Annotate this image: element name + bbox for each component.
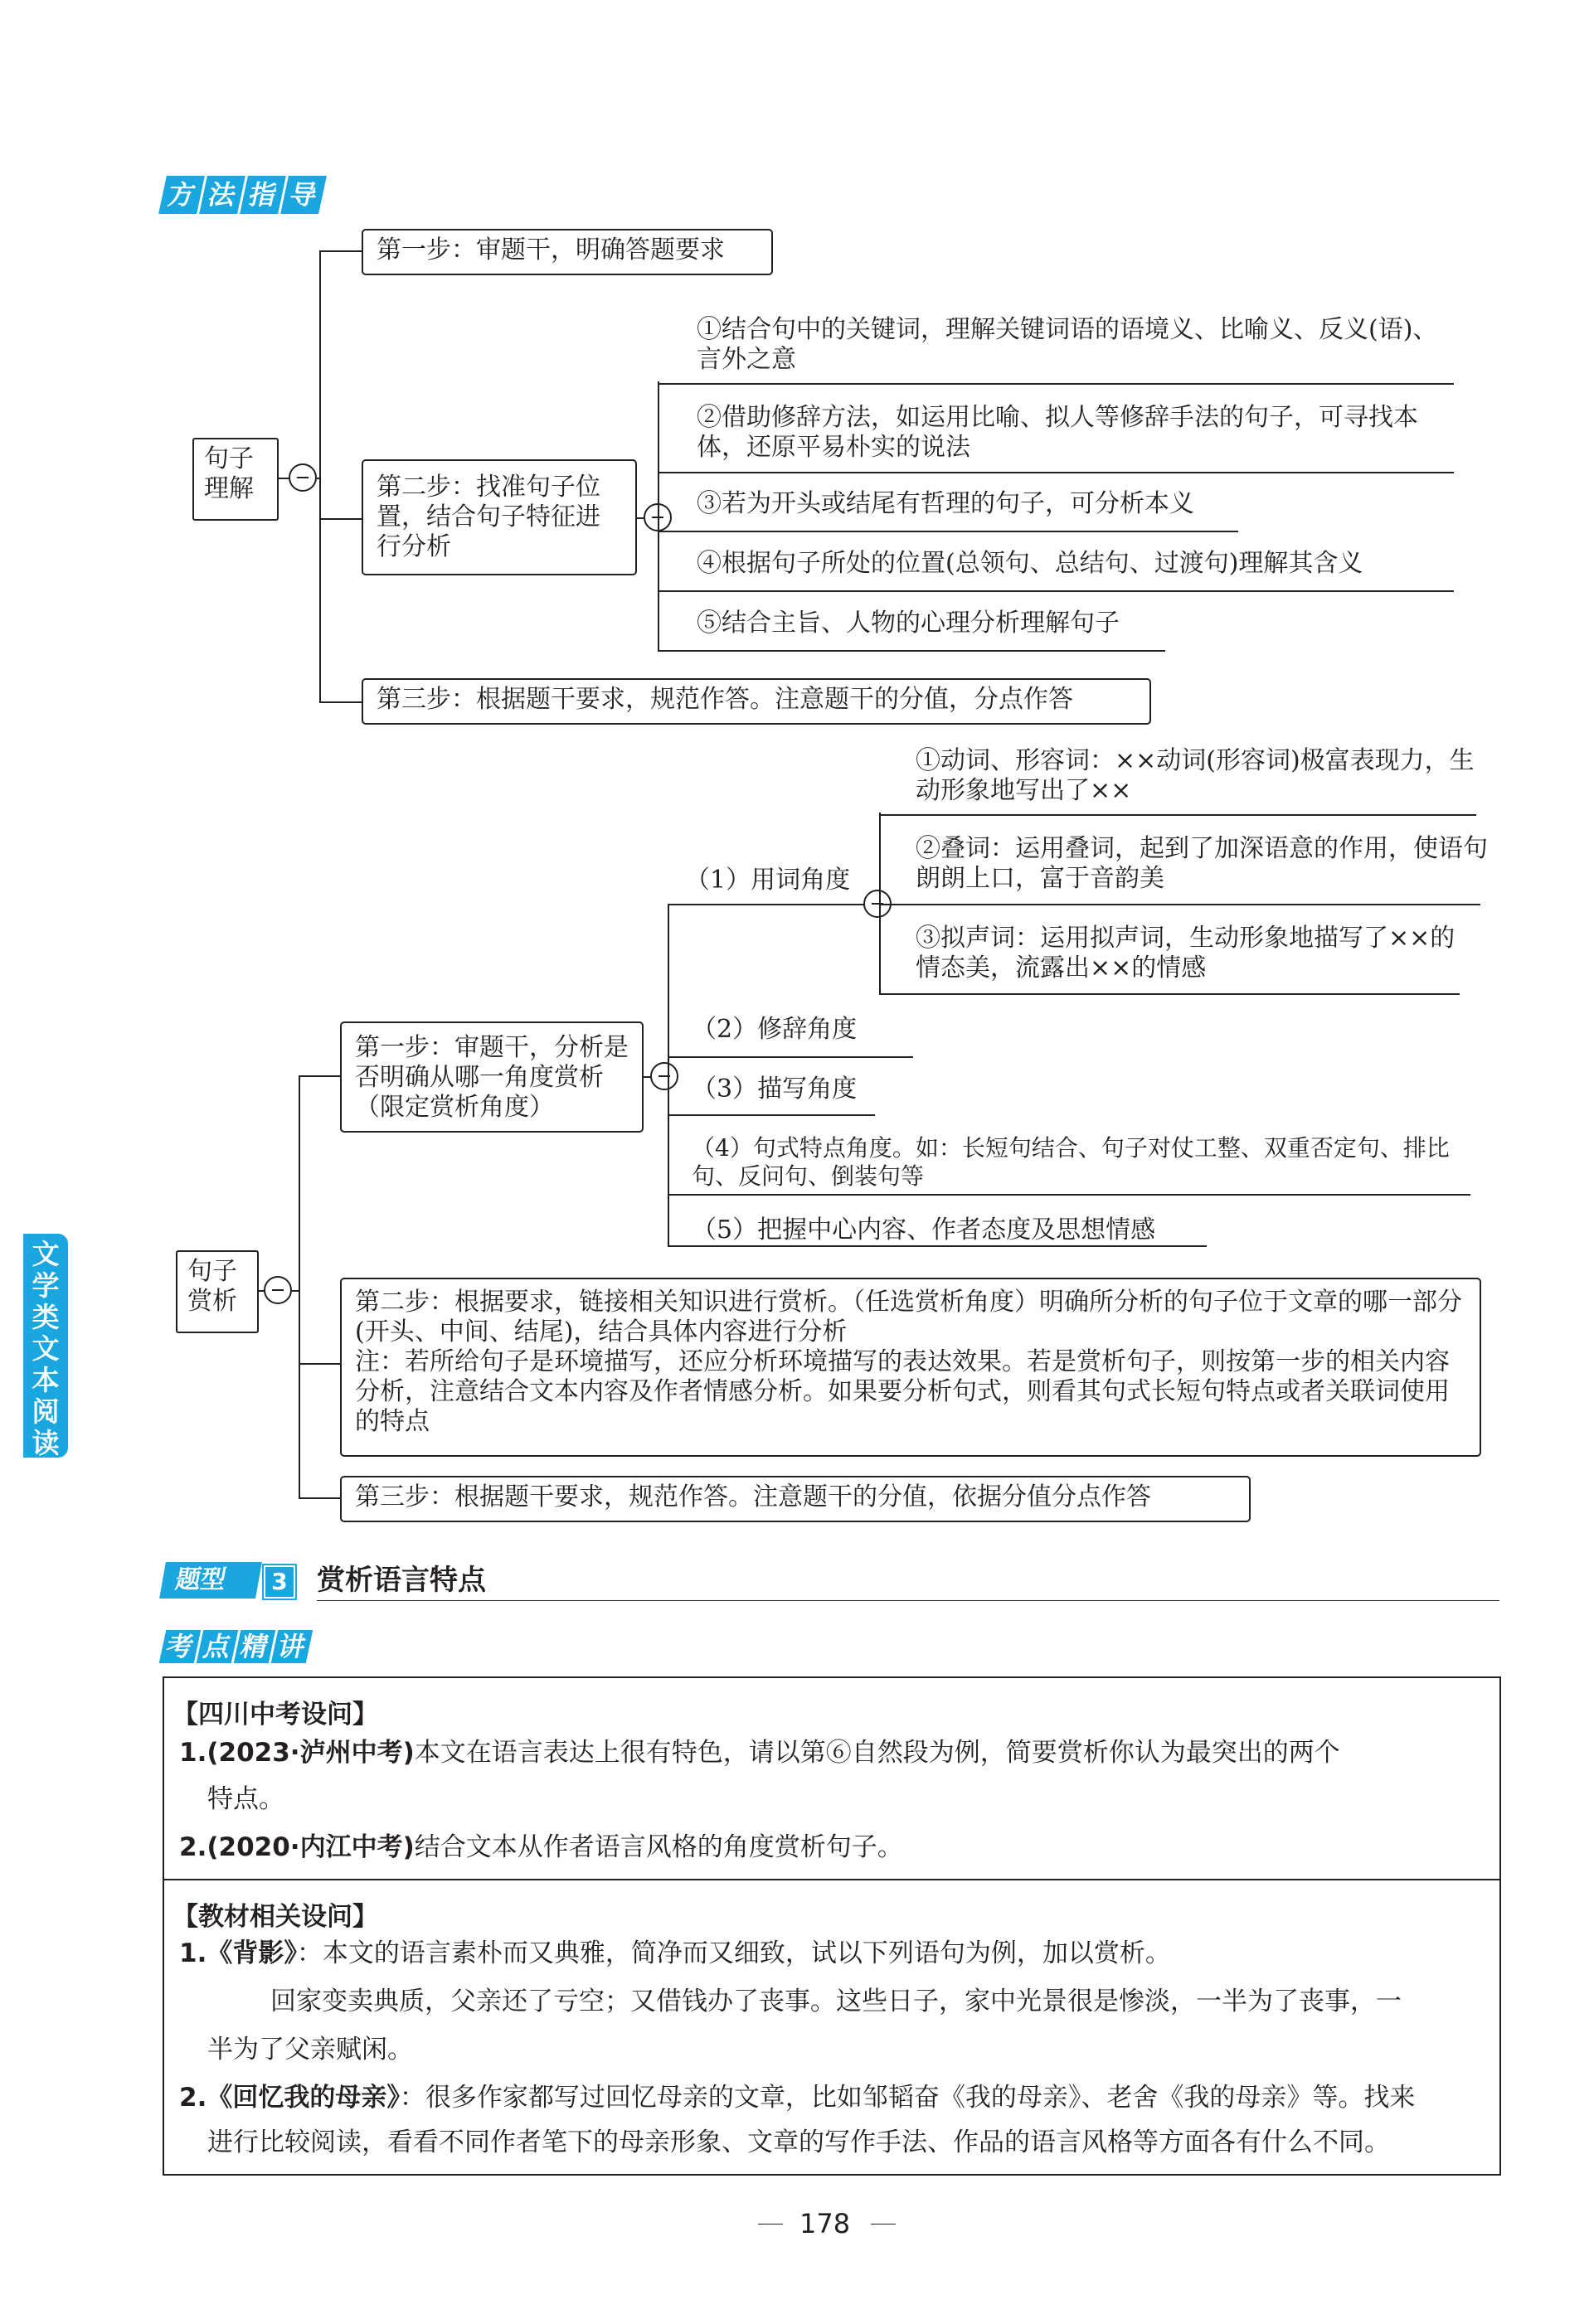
step2-item-2: ②借助修辞方法，如运用比喻、拟人等修辞手法的句子，可寻找本体，还原平易朴实的说法 bbox=[697, 403, 1418, 462]
method-guide-badge bbox=[163, 176, 325, 214]
collapse-icon[interactable] bbox=[289, 463, 317, 492]
badge-char: 点 bbox=[197, 1630, 239, 1663]
question-type-number: 3 bbox=[264, 1565, 295, 1599]
word-item-2: ②叠词：运用叠词，起到了加深语意的作用，使语句朗朗上口，富于音韵美 bbox=[916, 834, 1488, 893]
page-footer bbox=[746, 2205, 912, 2242]
step1-node: 第一步：审题干，分析是否明确从哪一角度赏析（限定赏析角度） bbox=[340, 1021, 644, 1133]
side-tab-char: 文 bbox=[32, 1332, 60, 1365]
step2-item-1: ①结合句中的关键词，理解关键词语的语境义、比喻义、反义(语)、言外之意 bbox=[697, 315, 1438, 374]
question-box bbox=[163, 1676, 1501, 2176]
step2-text: 第二步：根据要求，链接相关知识进行赏析。（任选赏析角度）明确所分析的句子位于文章的哪一部分(开头、中间、结尾)，结合具体内容进行分析 bbox=[355, 1288, 1462, 1346]
angle-word: （1）用词角度 bbox=[685, 866, 851, 895]
angle-center: （5）把握中心内容、作者态度及思想情感 bbox=[692, 1215, 1156, 1244]
side-tab-char: 文 bbox=[32, 1238, 60, 1270]
textbook-q1-quote: 回家变卖典质，父亲还了亏空；又借钱办了丧事。这些日子，家中光景很是惨淡，一半为了丧事，一 bbox=[270, 1987, 1402, 2016]
sichuan-q1: 1.(2023·泸州中考)本文在语言表达上很有特色，请以第⑥自然段为例，简要赏析你认为最突出的两个 bbox=[179, 1738, 1340, 1768]
side-tab-char: 阅 bbox=[32, 1395, 60, 1428]
collapse-icon[interactable] bbox=[264, 1276, 292, 1304]
side-tab-char: 学 bbox=[32, 1269, 60, 1302]
section-side-tab bbox=[23, 1234, 68, 1458]
badge-char: 考 bbox=[159, 1630, 202, 1663]
sichuan-q1-cont: 特点。 bbox=[207, 1784, 284, 1814]
side-tab-char: 本 bbox=[32, 1364, 60, 1396]
word-item-1: ①动词、形容词：××动词(形容词)极富表现力，生动形象地写出了×× bbox=[916, 746, 1475, 805]
step2-note: 注：若所给句子是环境描写，还应分析环境描写的表达效果。若是赏析句子，则按第一步的相关内容分析，注意结合文本内容及作者情感分析。如果要分析句式，则看其句式长短句特点或者关联词使用的特点 bbox=[355, 1347, 1450, 1436]
sichuan-section-title: 【四川中考设问】 bbox=[173, 1700, 378, 1730]
angle-description: （3）描写角度 bbox=[692, 1075, 858, 1104]
step3-node: 第三步：根据题干要求，规范作答。注意题干的分值，依据分值分点作答 bbox=[340, 1476, 1251, 1522]
step1-node: 第一步：审题干，明确答题要求 bbox=[362, 229, 773, 275]
side-tab-char: 类 bbox=[32, 1301, 60, 1333]
textbook-q2: 2.《回忆我的母亲》：很多作家都写过回忆母亲的文章，比如邹韬奋《我的母亲》、老舍《我的母亲》等。找来 bbox=[179, 2083, 1416, 2113]
kaodian-badge bbox=[163, 1630, 312, 1663]
root-node: 句子赏析 bbox=[176, 1250, 259, 1333]
side-tab-char: 读 bbox=[32, 1427, 60, 1459]
step2-node bbox=[340, 1278, 1481, 1457]
badge-char: 导 bbox=[280, 176, 327, 214]
angle-pattern: （4）句式特点角度。如：长短句结合、句子对仗工整、双重否定句、排比句、反问句、倒装句等 bbox=[692, 1134, 1450, 1190]
root-node: 句子理解 bbox=[192, 438, 279, 521]
badge-char: 精 bbox=[234, 1630, 276, 1663]
textbook-section-title: 【教材相关设问】 bbox=[173, 1902, 378, 1932]
word-item-3: ③拟声词：运用拟声词，生动形象地描写了××的情态美，流露出××的情感 bbox=[916, 924, 1455, 982]
angle-rhetoric: （2）修辞角度 bbox=[692, 1015, 858, 1044]
step3-node: 第三步：根据题干要求，规范作答。注意题干的分值，分点作答 bbox=[362, 678, 1151, 725]
question-type-header bbox=[163, 1562, 1499, 1602]
step2-item-3: ③若为开头或结尾有哲理的句子，可分析本义 bbox=[697, 489, 1194, 518]
step2-item-5: ⑤结合主旨、人物的心理分析理解句子 bbox=[697, 609, 1120, 638]
collapse-icon[interactable] bbox=[650, 1062, 678, 1090]
step2-item-4: ④根据句子所处的位置(总领句、总结句、过渡句)理解其含义 bbox=[697, 549, 1363, 578]
sichuan-q2: 2.(2020·内江中考)结合文本从作者语言风格的角度赏析句子。 bbox=[179, 1832, 903, 1862]
page-number: 178 bbox=[799, 2208, 851, 2239]
step2-node: 第二步：找准句子位置，结合句子特征进行分析 bbox=[362, 459, 637, 575]
badge-char: 讲 bbox=[271, 1630, 313, 1663]
badge-char: 方 bbox=[158, 176, 205, 214]
textbook-q1: 1.《背影》：本文的语言素朴而又典雅，简净而又细致，试以下列语句为例，加以赏析。 bbox=[179, 1938, 1171, 1968]
question-type-title: 赏析语言特点 bbox=[317, 1564, 486, 1597]
textbook-q2-cont: 进行比较阅读，看看不同作者笔下的母亲形象、文章的写作手法、作品的语言风格等方面各有什么不同。 bbox=[207, 2128, 1390, 2157]
badge-char: 指 bbox=[240, 176, 286, 214]
badge-char: 法 bbox=[199, 176, 245, 214]
question-type-label: 题型 bbox=[159, 1562, 262, 1599]
textbook-q1-quote-cont: 半为了父亲赋闲。 bbox=[207, 2035, 413, 2064]
